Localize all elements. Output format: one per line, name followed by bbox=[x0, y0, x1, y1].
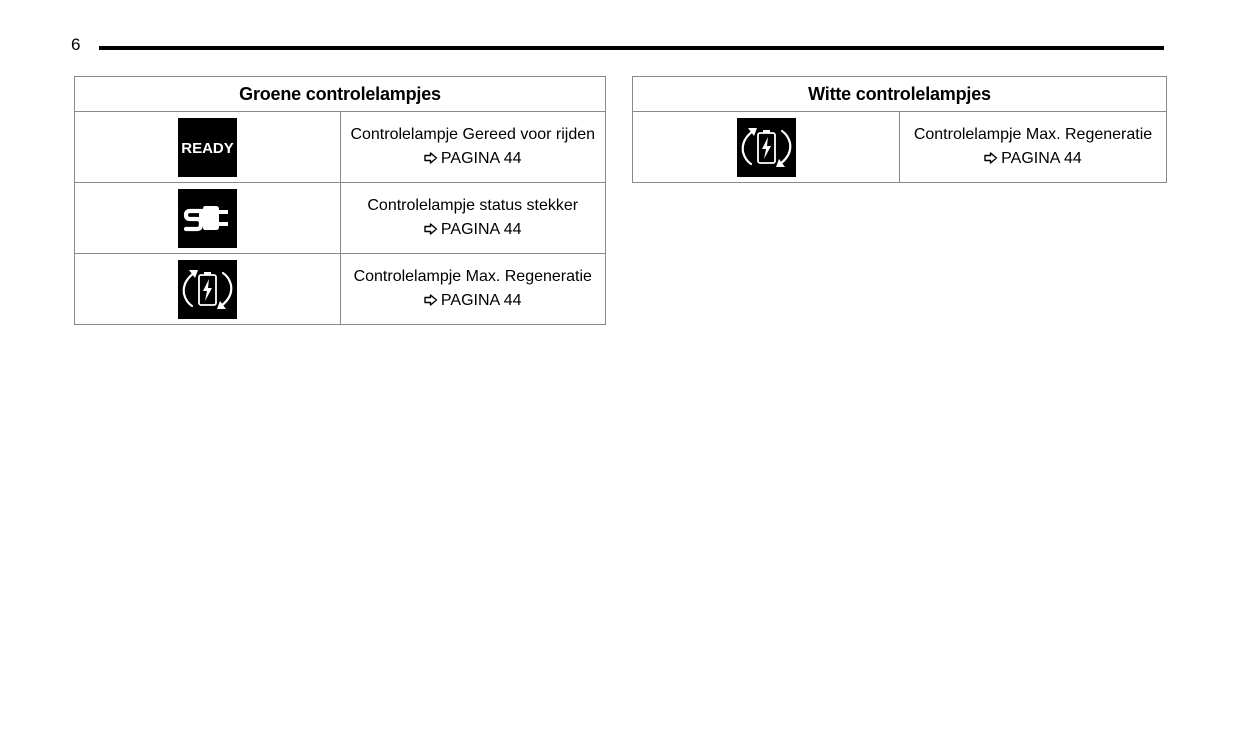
page-reference-text: PAGINA 44 bbox=[440, 292, 522, 309]
battery-regeneration-icon bbox=[737, 118, 796, 177]
green-indicators-table bbox=[74, 76, 606, 325]
page-reference[interactable] bbox=[341, 218, 606, 242]
header-rule bbox=[99, 46, 1164, 50]
page-number: 6 bbox=[71, 35, 81, 54]
page-reference-text: PAGINA 44 bbox=[1001, 150, 1082, 167]
table-row bbox=[633, 112, 1167, 183]
arrow-right-icon bbox=[424, 223, 438, 235]
white-indicators-table bbox=[632, 76, 1167, 183]
table-row bbox=[75, 112, 606, 183]
ready-icon-text: READY bbox=[180, 139, 234, 157]
page-reference[interactable] bbox=[341, 147, 606, 171]
lamp-label: Controlelampje Gereed voor rijden bbox=[350, 126, 596, 143]
page-reference[interactable] bbox=[341, 289, 606, 313]
battery-regeneration-icon bbox=[178, 260, 237, 319]
table-header: Groene controlelampjes bbox=[75, 77, 606, 112]
arrow-right-icon bbox=[424, 294, 438, 306]
lamp-label: Controlelampje status stekker bbox=[367, 197, 579, 214]
arrow-right-icon bbox=[984, 152, 998, 164]
table-row bbox=[75, 254, 606, 325]
ready-icon bbox=[178, 118, 237, 177]
page-reference-text: PAGINA 44 bbox=[440, 221, 522, 238]
table-row bbox=[75, 183, 606, 254]
page-reference[interactable] bbox=[900, 147, 1166, 171]
arrow-right-icon bbox=[424, 152, 438, 164]
plug-icon bbox=[178, 189, 237, 248]
lamp-label: Controlelampje Max. Regeneratie bbox=[353, 268, 592, 285]
table-header: Witte controlelampjes bbox=[633, 77, 1167, 112]
page-reference-text: PAGINA 44 bbox=[440, 150, 522, 167]
lamp-label: Controlelampje Max. Regeneratie bbox=[913, 126, 1153, 143]
